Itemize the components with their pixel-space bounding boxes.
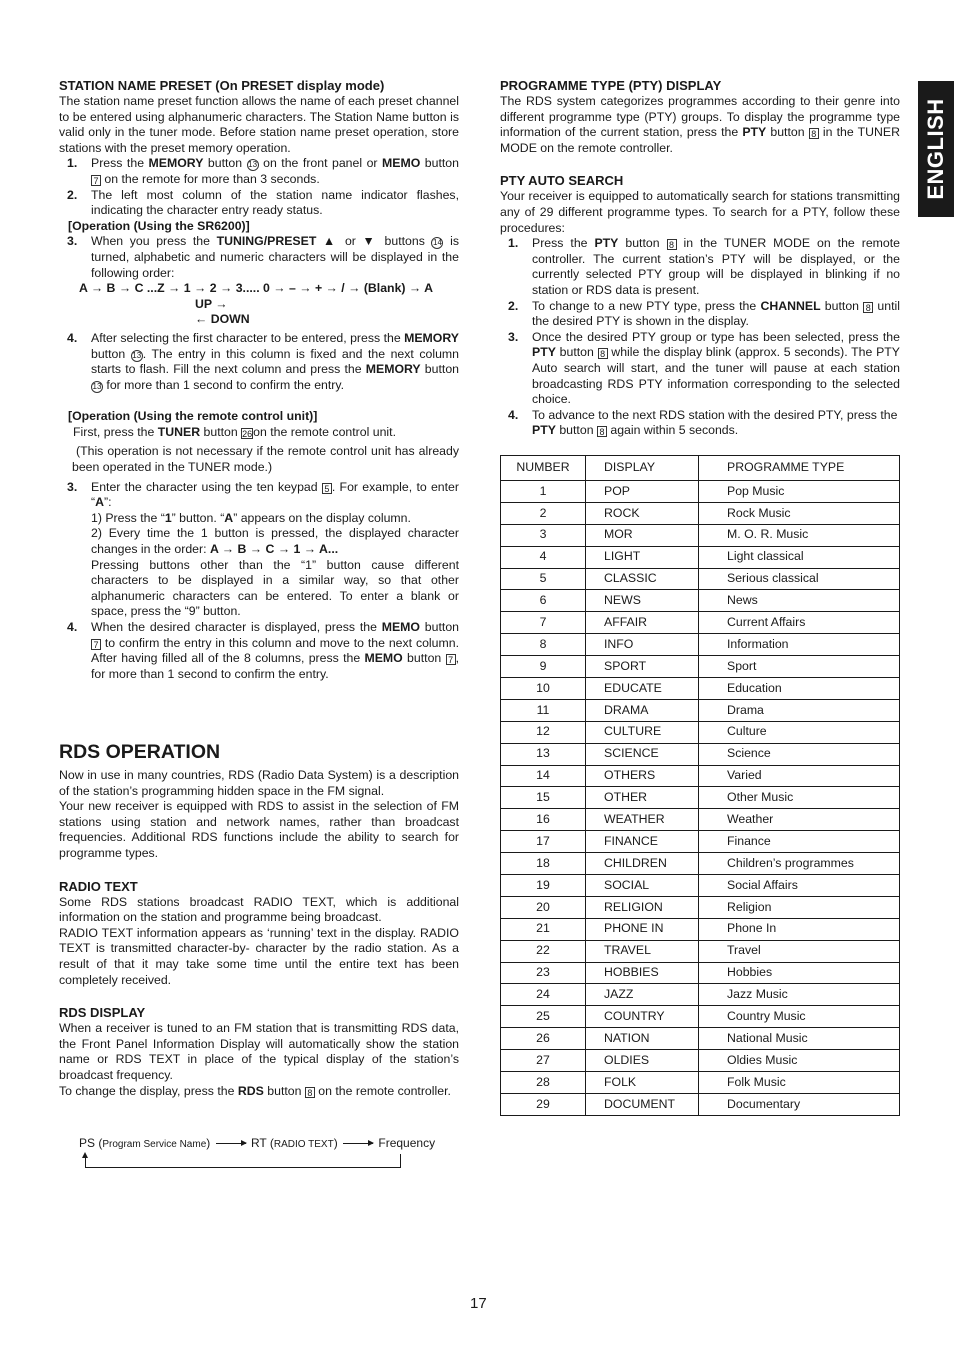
cell-programme-type: Phone In <box>699 918 900 940</box>
cell-number: 15 <box>501 787 586 809</box>
cell-programme-type: Other Music <box>699 787 900 809</box>
column-header-display: DISPLAY <box>586 456 699 481</box>
pty-step-4 <box>500 408 900 439</box>
flow-frequency: Frequency <box>378 1136 436 1150</box>
text: First, press the <box>73 424 158 439</box>
step-2-text: The left most column of the station name indicator flashes, indicating the character entry ready status. <box>91 187 459 218</box>
step-number: 4. <box>67 330 78 345</box>
memory-label: MEMORY <box>148 156 204 171</box>
cell-number: 18 <box>501 853 586 875</box>
table-row <box>501 875 900 897</box>
rds-operation-heading: RDS OPERATION <box>59 741 221 763</box>
column-header-number: NUMBER <box>501 456 586 481</box>
text: When the desired character is displayed, press the <box>91 620 382 634</box>
cell-number: 25 <box>501 1006 586 1028</box>
table-row <box>501 699 900 721</box>
key-8-icon: 8 <box>863 302 873 313</box>
text: A <box>95 495 104 510</box>
cell-display: SPORT <box>586 656 699 678</box>
cell-number: 5 <box>501 568 586 590</box>
key-13-icon: 13 <box>248 160 258 170</box>
step-number: 3. <box>67 234 78 249</box>
flow-rt <box>251 1136 338 1150</box>
step-number: 3. <box>508 329 519 344</box>
table-row <box>501 984 900 1006</box>
cell-number: 19 <box>501 875 586 897</box>
cell-number: 10 <box>501 678 586 700</box>
table-row <box>501 634 900 656</box>
pty-auto-search-intro: Your receiver is equipped to automatically search for stations transmitting any of 29 different programme types. To search for a PTY, follow these procedures: <box>500 189 900 235</box>
cell-number: 8 <box>501 634 586 656</box>
text: button <box>618 236 667 251</box>
return-loop-arrow-icon <box>85 1154 401 1168</box>
cell-programme-type: Sport <box>699 656 900 678</box>
cell-programme-type: Current Affairs <box>699 612 900 634</box>
rds-operation-p2: Your new receiver is equipped with RDS to assist in the selection of FM stations using station and network names, rather than broadcast frequencies. Additional RDS functions include the ability to search for programme types. <box>59 799 459 860</box>
key-7-icon: 7 <box>91 175 101 186</box>
text: button <box>420 156 459 171</box>
right-arrow-icon <box>216 1143 246 1144</box>
cell-display: ROCK <box>586 502 699 524</box>
cell-display: NEWS <box>586 590 699 612</box>
text: Enter the character using the ten keypad <box>91 479 322 494</box>
cell-programme-type: Drama <box>699 699 900 721</box>
text: to confirm the entry in this column and move to the next column. After having filled all of the 8 columns, press the <box>91 635 459 666</box>
cell-number: 4 <box>501 546 586 568</box>
text: button <box>555 345 598 360</box>
table-row <box>501 940 900 962</box>
text: To change to a new PTY type, press the <box>532 298 761 313</box>
cell-programme-type: Serious classical <box>699 568 900 590</box>
step-number: 2. <box>508 298 519 313</box>
text: button <box>420 620 460 634</box>
table-row <box>501 656 900 678</box>
right-arrow-icon <box>343 1143 373 1144</box>
cell-display: CULTURE <box>586 721 699 743</box>
step-2 <box>59 188 459 219</box>
rds-display-p1: When a receiver is tuned to an FM station that is transmitting RDS data, the Front Panel Information Display will automatically show the station name or RDS TEXT in place of the typical display of the station’s broadcast frequency. <box>59 1021 459 1082</box>
cell-programme-type: Information <box>699 634 900 656</box>
table-row <box>501 678 900 700</box>
cell-programme-type: M. O. R. Music <box>699 524 900 546</box>
text: Press the <box>91 156 149 171</box>
text: ” button. “ <box>171 510 225 525</box>
key-14-icon: 14 <box>433 238 442 248</box>
sequence-down: ← DOWN <box>195 312 250 327</box>
text: on the remote control unit. <box>253 424 396 439</box>
text: . The entry in this column is fixed and the next column starts to flash. Fill the next column and press the <box>91 346 460 377</box>
step-number: 2. <box>67 187 78 202</box>
table-row <box>501 918 900 940</box>
text: button <box>91 346 131 361</box>
table-row <box>501 1093 900 1115</box>
table-row <box>501 524 900 546</box>
cell-number: 7 <box>501 612 586 634</box>
table-row <box>501 765 900 787</box>
down-arrow-icon: ▼ <box>362 234 378 249</box>
key-7-icon: 7 <box>91 639 101 650</box>
memo-label: MEMO <box>364 651 403 666</box>
text: button <box>555 423 597 438</box>
text: RT ( <box>250 1136 274 1150</box>
cell-programme-type: News <box>699 590 900 612</box>
cell-display: SOCIAL <box>586 875 699 897</box>
sequence-up: UP → <box>195 296 228 311</box>
cell-display: FINANCE <box>586 831 699 853</box>
cell-programme-type: National Music <box>699 1028 900 1050</box>
cell-number: 11 <box>501 699 586 721</box>
text: A → B → C → 1 → A... <box>209 542 339 557</box>
cell-display: OTHER <box>586 787 699 809</box>
rds-operation-section <box>59 740 459 1099</box>
cell-number: 23 <box>501 962 586 984</box>
cell-display: RELIGION <box>586 896 699 918</box>
cell-number: 2 <box>501 502 586 524</box>
rds-display-heading: RDS DISPLAY <box>59 1005 146 1021</box>
cell-programme-type: Oldies Music <box>699 1050 900 1072</box>
memory-label: MEMORY <box>365 362 421 377</box>
operation-remote-note: [Operation (Using the remote control unit)] <box>68 409 318 424</box>
text: The RDS system categorizes programmes according to their genre into different programme type (PTY) groups. To display the programme type information of the current station, press the <box>500 94 900 140</box>
remote-step-3-line2 <box>91 526 459 557</box>
text: 1) Press the “ <box>91 510 165 525</box>
cell-display: TRAVEL <box>586 940 699 962</box>
memory-label: MEMORY <box>404 330 459 345</box>
text: A <box>224 510 234 525</box>
step-number: 1. <box>508 236 519 251</box>
table-row <box>501 1072 900 1094</box>
text: button <box>820 298 864 313</box>
text: is turned, alphabetic and numeric characters will be displayed in the following order: <box>91 234 459 280</box>
table-row <box>501 743 900 765</box>
text: Press the <box>532 236 595 251</box>
radio-text-p2: RADIO TEXT information appears as ‘running’ text in the display. RADIO TEXT is transmitted character-by- character by the radio station. As a result of that it may take some time until the entire text has been completely received. <box>59 925 459 987</box>
step-4 <box>59 331 459 393</box>
cell-display: POP <box>586 481 699 503</box>
cell-display: CLASSIC <box>586 568 699 590</box>
key-13-icon: 13 <box>132 350 142 360</box>
text: for more than 1 second to confirm the entry. <box>103 377 345 392</box>
tuner-label: TUNER <box>157 424 201 439</box>
cell-programme-type: Children’s programmes <box>699 853 900 875</box>
text: button <box>402 651 446 666</box>
table-row <box>501 1006 900 1028</box>
table-row <box>501 962 900 984</box>
table-row <box>501 481 900 503</box>
table-row <box>501 612 900 634</box>
cell-number: 17 <box>501 831 586 853</box>
cell-programme-type: Weather <box>699 809 900 831</box>
pty-label: PTY <box>594 236 619 251</box>
operation-sr6200-note: [Operation (Using the SR6200)] <box>68 218 250 233</box>
radio-text-heading: RADIO TEXT <box>59 878 138 894</box>
cell-number: 27 <box>501 1050 586 1072</box>
channel-label: CHANNEL <box>760 298 821 313</box>
key-8-icon: 8 <box>305 1087 315 1098</box>
step-1 <box>59 156 459 187</box>
pty-step-4-text <box>532 408 900 439</box>
step-number: 4. <box>67 620 78 634</box>
station-name-preset-intro: The station name preset function allows the name of each preset channel to be entered using alphanumeric characters. The Station Name button is valid only in the tuner mode. Before station name preset operation, store stations with the preset memory operation. <box>59 94 459 155</box>
cell-display: INFO <box>586 634 699 656</box>
radio-text-p1: Some RDS stations broadcast RADIO TEXT, which is additional information on the station and programme being broadcast. <box>59 894 459 925</box>
key-8-icon: 8 <box>667 239 677 250</box>
remote-step-3-line3: Pressing buttons other than the “1” button cause different characters to be displayed in a similar way, so that other alphanumeric characters can be entered. To enter a blank or space, press the “9” button. <box>91 557 459 619</box>
cell-display: CHILDREN <box>586 853 699 875</box>
table-row <box>501 831 900 853</box>
table-row <box>501 1028 900 1050</box>
cell-display: PHONE IN <box>586 918 699 940</box>
cell-programme-type: Travel <box>699 940 900 962</box>
memo-label: MEMO <box>382 156 421 171</box>
text: After selecting the first character to be entered, press the <box>91 330 405 345</box>
pty-display-text <box>500 94 900 156</box>
remote-step-3-line1 <box>91 511 459 527</box>
key-8-icon: 8 <box>597 426 607 437</box>
remote-step-4 <box>59 620 459 682</box>
text: ) <box>333 1136 338 1150</box>
table-row <box>501 853 900 875</box>
cell-programme-type: Folk Music <box>699 1072 900 1094</box>
table-row <box>501 546 900 568</box>
text: ) <box>206 1136 211 1150</box>
cell-display: EDUCATE <box>586 678 699 700</box>
cell-number: 26 <box>501 1028 586 1050</box>
cell-programme-type: Jazz Music <box>699 984 900 1006</box>
cell-number: 29 <box>501 1093 586 1115</box>
rds-display-p2 <box>59 1084 459 1100</box>
cell-programme-type: Country Music <box>699 1006 900 1028</box>
text: . For example, to enter “ <box>91 479 459 510</box>
text: Once the desired PTY group or type has been selected, press the <box>532 329 900 344</box>
pty-label: PTY <box>532 345 556 360</box>
station-name-preset-heading: STATION NAME PRESET (On PRESET display mode) <box>59 78 385 93</box>
cell-display: LIGHT <box>586 546 699 568</box>
text: button <box>203 156 247 171</box>
cell-number: 1 <box>501 481 586 503</box>
step-1-text <box>91 156 459 187</box>
cell-number: 21 <box>501 918 586 940</box>
cell-display: DRAMA <box>586 699 699 721</box>
text: ”: <box>104 495 112 510</box>
cell-programme-type: Finance <box>699 831 900 853</box>
text: ” appears on the display column. <box>233 510 411 525</box>
cell-programme-type: Social Affairs <box>699 875 900 897</box>
text: RADIO TEXT <box>273 1139 334 1150</box>
character-sequence: A → B → C ...Z → 1 → 2 → 3..... 0 → – → + → / → (Blank) → A <box>79 281 434 296</box>
cell-number: 22 <box>501 940 586 962</box>
cell-number: 6 <box>501 590 586 612</box>
text: in the TUNER MODE on the remote controller. <box>500 125 900 155</box>
right-column <box>500 78 900 439</box>
step-number: 4. <box>508 407 519 422</box>
pty-auto-search-section <box>500 173 900 439</box>
pty-label: PTY <box>742 125 767 140</box>
text: When you press the <box>91 234 217 249</box>
text: on the remote controller. <box>314 1083 451 1098</box>
text: button <box>420 362 459 377</box>
table-row <box>501 502 900 524</box>
text: To change the display, press the <box>59 1083 238 1098</box>
text: Program Service Name <box>102 1139 207 1150</box>
step-number: 3. <box>67 479 78 494</box>
rds-operation-p1: Now in use in many countries, RDS (Radio Data System) is a description of the station’s programming hidden space in the FM signal. <box>59 768 459 798</box>
rds-display-cycle-diagram <box>79 1136 459 1176</box>
text: on the front panel or <box>258 156 383 171</box>
table-row <box>501 1050 900 1072</box>
key-8-icon: 8 <box>598 348 608 359</box>
cell-number: 16 <box>501 809 586 831</box>
remote-step-3-text <box>91 480 459 511</box>
pty-auto-search-heading: PTY AUTO SEARCH <box>500 173 624 189</box>
remote-intro <box>59 425 459 441</box>
cell-programme-type: Pop Music <box>699 481 900 503</box>
key-8-icon: 8 <box>809 128 819 139</box>
left-column <box>59 78 460 1098</box>
cell-programme-type: Hobbies <box>699 962 900 984</box>
cell-number: 28 <box>501 1072 586 1094</box>
cell-display: JAZZ <box>586 984 699 1006</box>
text: PS ( <box>79 1136 103 1150</box>
pty-step-3-text <box>532 330 900 408</box>
table-row <box>501 721 900 743</box>
table-row <box>501 590 900 612</box>
cell-display: OTHERS <box>586 765 699 787</box>
cell-programme-type: Documentary <box>699 1093 900 1115</box>
text: or <box>338 234 363 249</box>
table-row <box>501 896 900 918</box>
text: button <box>766 125 809 140</box>
pty-step-3 <box>500 330 900 408</box>
key-5-icon: 5 <box>322 483 332 494</box>
text: buttons <box>377 234 432 249</box>
table-row <box>501 568 900 590</box>
cell-display: OLDIES <box>586 1050 699 1072</box>
pty-display-heading: PROGRAMME TYPE (PTY) DISPLAY <box>500 78 722 93</box>
pty-display-section <box>500 78 900 156</box>
text: , for more than 1 second to confirm the entry. <box>91 651 459 681</box>
pty-step-1-text <box>532 236 900 298</box>
table-row <box>501 787 900 809</box>
cell-display: COUNTRY <box>586 1006 699 1028</box>
cell-display: NATION <box>586 1028 699 1050</box>
cell-number: 9 <box>501 656 586 678</box>
pty-label: PTY <box>532 423 556 438</box>
flow-ps <box>79 1136 210 1150</box>
text: in the TUNER MODE on the remote controller. The current station’s PTY will be displayed, or the currently selected PTY group will be displayed in blinking if no station or RDS data is present. <box>532 236 900 297</box>
cell-number: 12 <box>501 721 586 743</box>
memo-label: MEMO <box>381 620 420 634</box>
cell-number: 24 <box>501 984 586 1006</box>
key-26-icon: 26 <box>242 428 253 439</box>
text: 2) Every time the 1 button is pressed, the displayed character changes in the order: <box>91 526 459 557</box>
text: button <box>263 1083 305 1098</box>
remote-note: (This operation is not necessary if the remote control unit has already been operated in the TUNER mode.) <box>72 444 459 475</box>
cell-programme-type: Culture <box>699 721 900 743</box>
remote-step-4-text <box>91 620 459 682</box>
cell-programme-type: Rock Music <box>699 502 900 524</box>
cell-programme-type: Education <box>699 678 900 700</box>
text: 1 <box>164 510 172 525</box>
rds-label: RDS <box>237 1083 264 1098</box>
language-tab-label: ENGLISH <box>923 98 949 200</box>
cell-programme-type: Varied <box>699 765 900 787</box>
cell-display: SCIENCE <box>586 743 699 765</box>
pty-table <box>500 455 900 1116</box>
cell-number: 20 <box>501 896 586 918</box>
cell-programme-type: Light classical <box>699 546 900 568</box>
step-number: 1. <box>67 156 78 171</box>
tuning-preset-label: TUNING/PRESET ▲ <box>216 234 339 249</box>
text: until the desired PTY is shown in the display. <box>532 298 900 329</box>
pty-step-2 <box>500 299 900 330</box>
pty-table-body <box>501 481 900 1116</box>
cell-programme-type: Religion <box>699 896 900 918</box>
pty-step-1 <box>500 236 900 298</box>
cell-number: 3 <box>501 524 586 546</box>
text: while the display blink (approx. 5 seconds). The PTY Auto search will start, and the tuner will pause at each station broadcasting RDS PTY information corresponding to the selected choice. <box>532 345 900 407</box>
language-tab <box>918 81 954 217</box>
table-row <box>501 809 900 831</box>
text: again within 5 seconds. <box>606 423 739 438</box>
table-header-row <box>501 456 900 481</box>
cell-display: MOR <box>586 524 699 546</box>
cell-display: DOCUMENT <box>586 1093 699 1115</box>
cell-number: 14 <box>501 765 586 787</box>
cell-programme-type: Science <box>699 743 900 765</box>
column-header-programme-type: PROGRAMME TYPE <box>699 456 900 481</box>
text: button <box>200 424 242 439</box>
step-3 <box>59 234 459 281</box>
remote-step-3 <box>59 480 459 620</box>
pty-step-2-text <box>532 299 900 330</box>
cell-display: FOLK <box>586 1072 699 1094</box>
cell-number: 13 <box>501 743 586 765</box>
step-4-text <box>91 331 459 393</box>
text: To advance to the next RDS station with the desired PTY, press the <box>532 407 898 422</box>
cell-display: HOBBIES <box>586 962 699 984</box>
page-number: 17 <box>470 1295 487 1312</box>
text: on the remote for more than 3 seconds. <box>101 171 320 186</box>
station-name-preset-section <box>59 78 459 682</box>
key-13-icon: 13 <box>92 381 102 391</box>
step-3-text <box>91 234 459 281</box>
cell-display: WEATHER <box>586 809 699 831</box>
key-7-icon: 7 <box>446 654 456 665</box>
cell-display: AFFAIR <box>586 612 699 634</box>
